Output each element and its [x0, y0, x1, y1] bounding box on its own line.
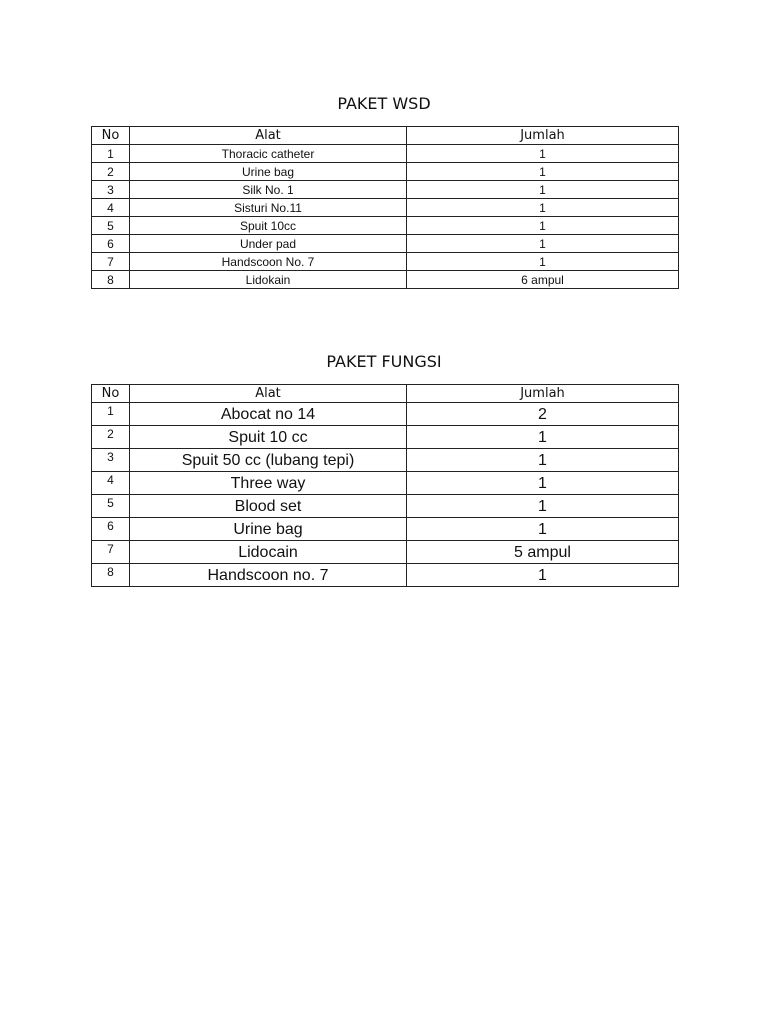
- section-title-paket-fungsi: PAKET FUNGSI: [326, 352, 442, 371]
- table-row: [92, 271, 679, 289]
- cell-no: 2: [92, 426, 130, 449]
- header-no: No: [92, 385, 130, 403]
- cell-jumlah: 5 ampul: [407, 541, 679, 564]
- table-row: [92, 541, 679, 564]
- cell-jumlah: 1: [407, 181, 679, 199]
- cell-no: 1: [92, 145, 130, 163]
- table-row: [92, 518, 679, 541]
- cell-no: 6: [92, 235, 130, 253]
- cell-no: 3: [92, 449, 130, 472]
- cell-jumlah: 1: [407, 518, 679, 541]
- table-row: [92, 253, 679, 271]
- cell-no: 5: [92, 217, 130, 235]
- cell-jumlah: 1: [407, 426, 679, 449]
- cell-alat: Urine bag: [130, 163, 407, 181]
- header-jumlah: Jumlah: [407, 385, 679, 403]
- header-alat: Alat: [130, 385, 407, 403]
- cell-alat: Spuit 10 cc: [130, 426, 407, 449]
- cell-alat: Under pad: [130, 235, 407, 253]
- cell-no: 8: [92, 564, 130, 587]
- table-header-row: [92, 127, 679, 145]
- table-row: [92, 403, 679, 426]
- table-row: [92, 145, 679, 163]
- cell-no: 8: [92, 271, 130, 289]
- table-row: [92, 217, 679, 235]
- table-row: [92, 199, 679, 217]
- cell-no: 3: [92, 181, 130, 199]
- cell-no: 2: [92, 163, 130, 181]
- cell-jumlah: 1: [407, 235, 679, 253]
- table-row: [92, 181, 679, 199]
- table-row: [92, 426, 679, 449]
- cell-no: 6: [92, 518, 130, 541]
- cell-no: 7: [92, 541, 130, 564]
- cell-alat: Silk No. 1: [130, 181, 407, 199]
- cell-alat: Thoracic catheter: [130, 145, 407, 163]
- cell-jumlah: 6 ampul: [407, 271, 679, 289]
- cell-jumlah: 1: [407, 163, 679, 181]
- table-row: [92, 495, 679, 518]
- cell-jumlah: 1: [407, 145, 679, 163]
- cell-alat: Lidokain: [130, 271, 407, 289]
- table-row: [92, 235, 679, 253]
- cell-alat: Lidocain: [130, 541, 407, 564]
- cell-jumlah: 1: [407, 495, 679, 518]
- cell-alat: Sisturi No.11: [130, 199, 407, 217]
- cell-alat: Abocat no 14: [130, 403, 407, 426]
- cell-jumlah: 1: [407, 472, 679, 495]
- cell-jumlah: 2: [407, 403, 679, 426]
- cell-no: 4: [92, 199, 130, 217]
- cell-alat: Three way: [130, 472, 407, 495]
- header-alat: Alat: [130, 127, 407, 145]
- cell-jumlah: 1: [407, 199, 679, 217]
- table-row: [92, 472, 679, 495]
- cell-no: 1: [92, 403, 130, 426]
- cell-jumlah: 1: [407, 217, 679, 235]
- table-row: [92, 564, 679, 587]
- table-paket-wsd: [91, 126, 679, 289]
- cell-no: 7: [92, 253, 130, 271]
- cell-alat: Spuit 50 cc (lubang tepi): [130, 449, 407, 472]
- cell-alat: Handscoon no. 7: [130, 564, 407, 587]
- table-row: [92, 163, 679, 181]
- header-jumlah: Jumlah: [407, 127, 679, 145]
- cell-jumlah: 1: [407, 449, 679, 472]
- table-row: [92, 449, 679, 472]
- cell-alat: Urine bag: [130, 518, 407, 541]
- table-header-row: [92, 385, 679, 403]
- cell-no: 4: [92, 472, 130, 495]
- table-paket-fungsi: [91, 384, 679, 587]
- cell-alat: Spuit 10cc: [130, 217, 407, 235]
- section-title-paket-wsd: PAKET WSD: [337, 94, 431, 113]
- cell-jumlah: 1: [407, 564, 679, 587]
- cell-alat: Handscoon No. 7: [130, 253, 407, 271]
- cell-alat: Blood set: [130, 495, 407, 518]
- cell-no: 5: [92, 495, 130, 518]
- cell-jumlah: 1: [407, 253, 679, 271]
- header-no: No: [92, 127, 130, 145]
